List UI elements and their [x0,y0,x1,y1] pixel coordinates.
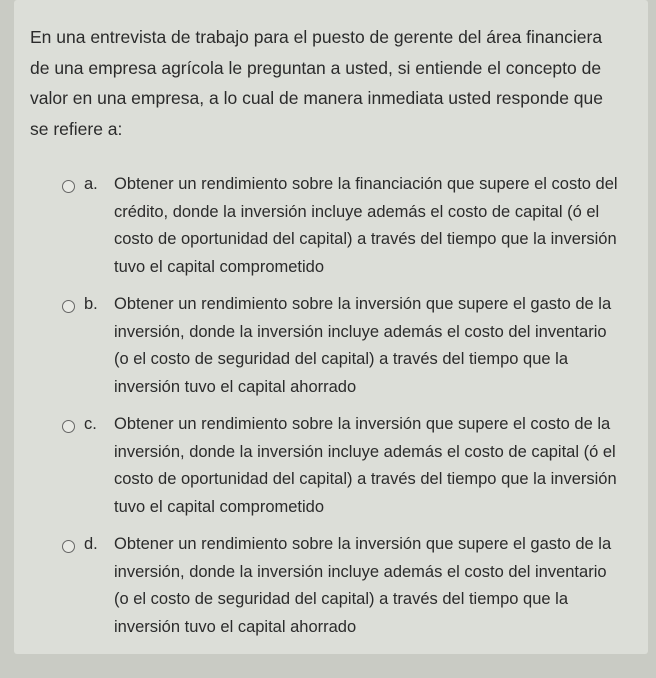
radio-option-b[interactable] [62,300,75,313]
answer-options [0,166,656,646]
option-c-text[interactable]: Obtener un rendimiento sobre la inversión que supere el costo de la inversión, donde la inversión incluye además el costo de capital (ó el costo de oportunidad del capital) a través del tiempo que la inversión tuvo el capital comprometido [114,415,617,516]
radio-option-a[interactable] [62,180,75,193]
option-d-text[interactable]: Obtener un rendimiento sobre la inversión que supere el gasto de la inversión, donde la inversión incluye además el costo del inventario (o el costo de seguridad del capital) a través del tiempo que la inversión tuvo el capital ahorrado [114,535,612,636]
option-b-text[interactable]: Obtener un rendimiento sobre la inversión que supere el gasto de la inversión, donde la inversión incluye además el costo del inventario (o el costo de seguridad del capital) a través del tiempo que la inversión tuvo el capital ahorrado [114,295,612,396]
option-b[interactable] [0,286,656,406]
radio-option-d[interactable] [62,540,75,553]
option-a[interactable] [0,166,656,286]
radio-option-c[interactable] [62,420,75,433]
option-c[interactable] [0,406,656,526]
option-b-letter: b. [84,295,98,313]
question-text: En una entrevista de trabajo para el puesto de gerente del área financiera de una empresa agrícola le preguntan a usted, si entiende el concepto de valor en una empresa, a lo cual de manera inmediata usted responde que se refiere a: [30,27,604,139]
option-c-letter: c. [84,415,97,433]
option-d-letter: d. [84,535,98,553]
option-a-text[interactable]: Obtener un rendimiento sobre la financiación que supere el costo del crédito, donde la inversión incluye además el costo de capital (ó el costo de oportunidad del capital) a través del tiempo que la inversión tuvo el capital comprometido [114,175,618,276]
option-a-letter: a. [84,175,98,193]
option-d[interactable] [0,526,656,646]
